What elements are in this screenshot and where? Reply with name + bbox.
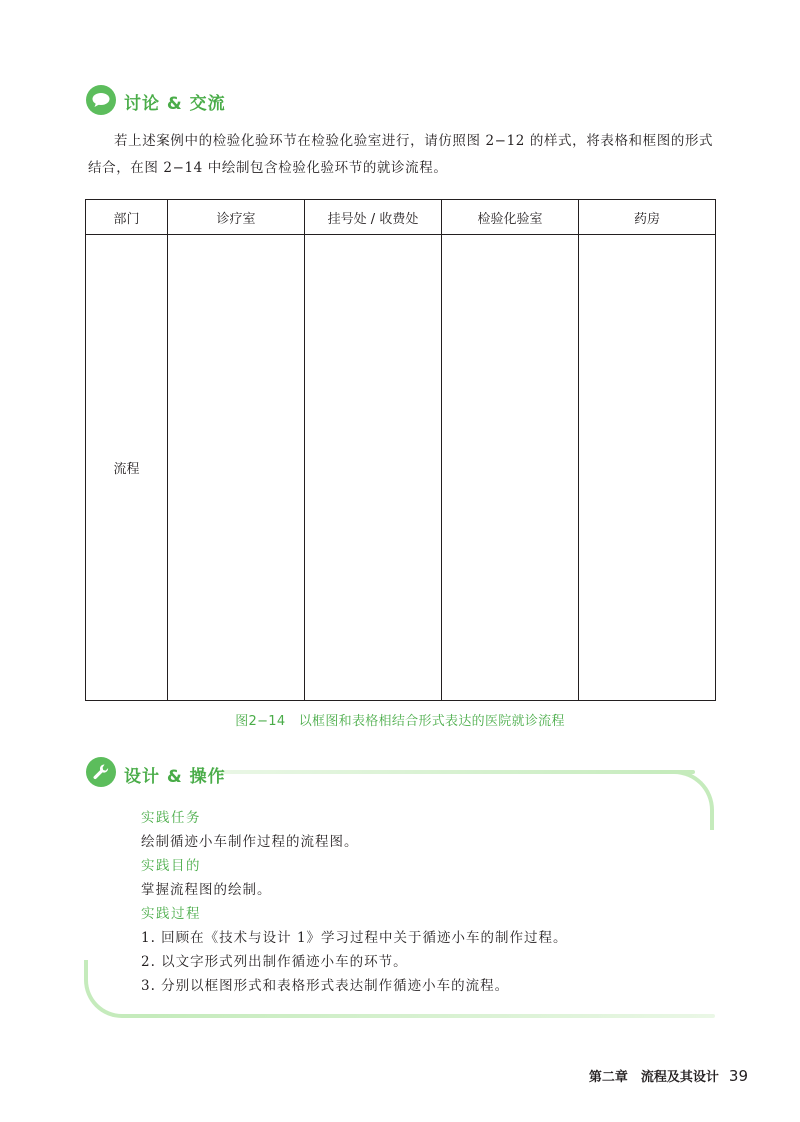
figure-caption: 图2−14 以框图和表格相结合形式表达的医院就诊流程 — [235, 714, 565, 729]
process-step-1: 1. 回顾在《技术与设计 1》学习过程中关于循迹小车的制作过程。 — [141, 930, 568, 946]
goal-label: 实践目的 — [141, 858, 201, 874]
cell-pharmacy-blank[interactable] — [579, 235, 716, 701]
discussion-line-2: 结合，在图 2−14 中绘制包含检验化验环节的就诊流程。 — [88, 160, 448, 176]
task-text: 绘制循迹小车制作过程的流程图。 — [141, 834, 359, 850]
goal-text: 掌握流程图的绘制。 — [141, 882, 272, 898]
wrench-icon — [86, 757, 116, 787]
page-footer — [589, 1066, 748, 1085]
frame-border-bottom — [150, 1014, 715, 1018]
discussion-line-1: 若上述案例中的检验化验环节在检验化验室进行，请仿照图 2−12 的样式，将表格和框图的形式 — [114, 133, 714, 149]
frame-border-right — [660, 770, 714, 830]
header-department: 部门 — [86, 200, 168, 235]
process-step-3: 3. 分别以框图形式和表格形式表达制作循迹小车的流程。 — [141, 978, 510, 994]
cell-lab-blank[interactable] — [442, 235, 579, 701]
header-pharmacy: 药房 — [579, 200, 716, 235]
table-flow-row — [86, 235, 716, 701]
row-label-flow: 流程 — [86, 235, 168, 701]
header-lab: 检验化验室 — [442, 200, 579, 235]
process-label: 实践过程 — [141, 906, 201, 922]
discussion-paragraph — [88, 128, 718, 182]
process-step-2: 2. 以文字形式列出制作循迹小车的环节。 — [141, 954, 408, 970]
page-number: 39 — [728, 1067, 748, 1085]
flow-table — [85, 199, 716, 701]
footer-chapter: 第二章 流程及其设计 — [588, 1070, 719, 1085]
header-clinic: 诊疗室 — [168, 200, 305, 235]
header-registration: 挂号处 / 收费处 — [305, 200, 442, 235]
task-label: 实践任务 — [141, 810, 201, 826]
cell-registration-blank[interactable] — [305, 235, 442, 701]
discussion-title: 讨论 & 交流 — [124, 94, 226, 114]
table-header-row — [86, 200, 716, 235]
cell-clinic-blank[interactable] — [168, 235, 305, 701]
design-title: 设计 & 操作 — [124, 767, 226, 787]
speech-bubble-icon — [86, 85, 116, 115]
frame-border-top — [215, 770, 695, 774]
